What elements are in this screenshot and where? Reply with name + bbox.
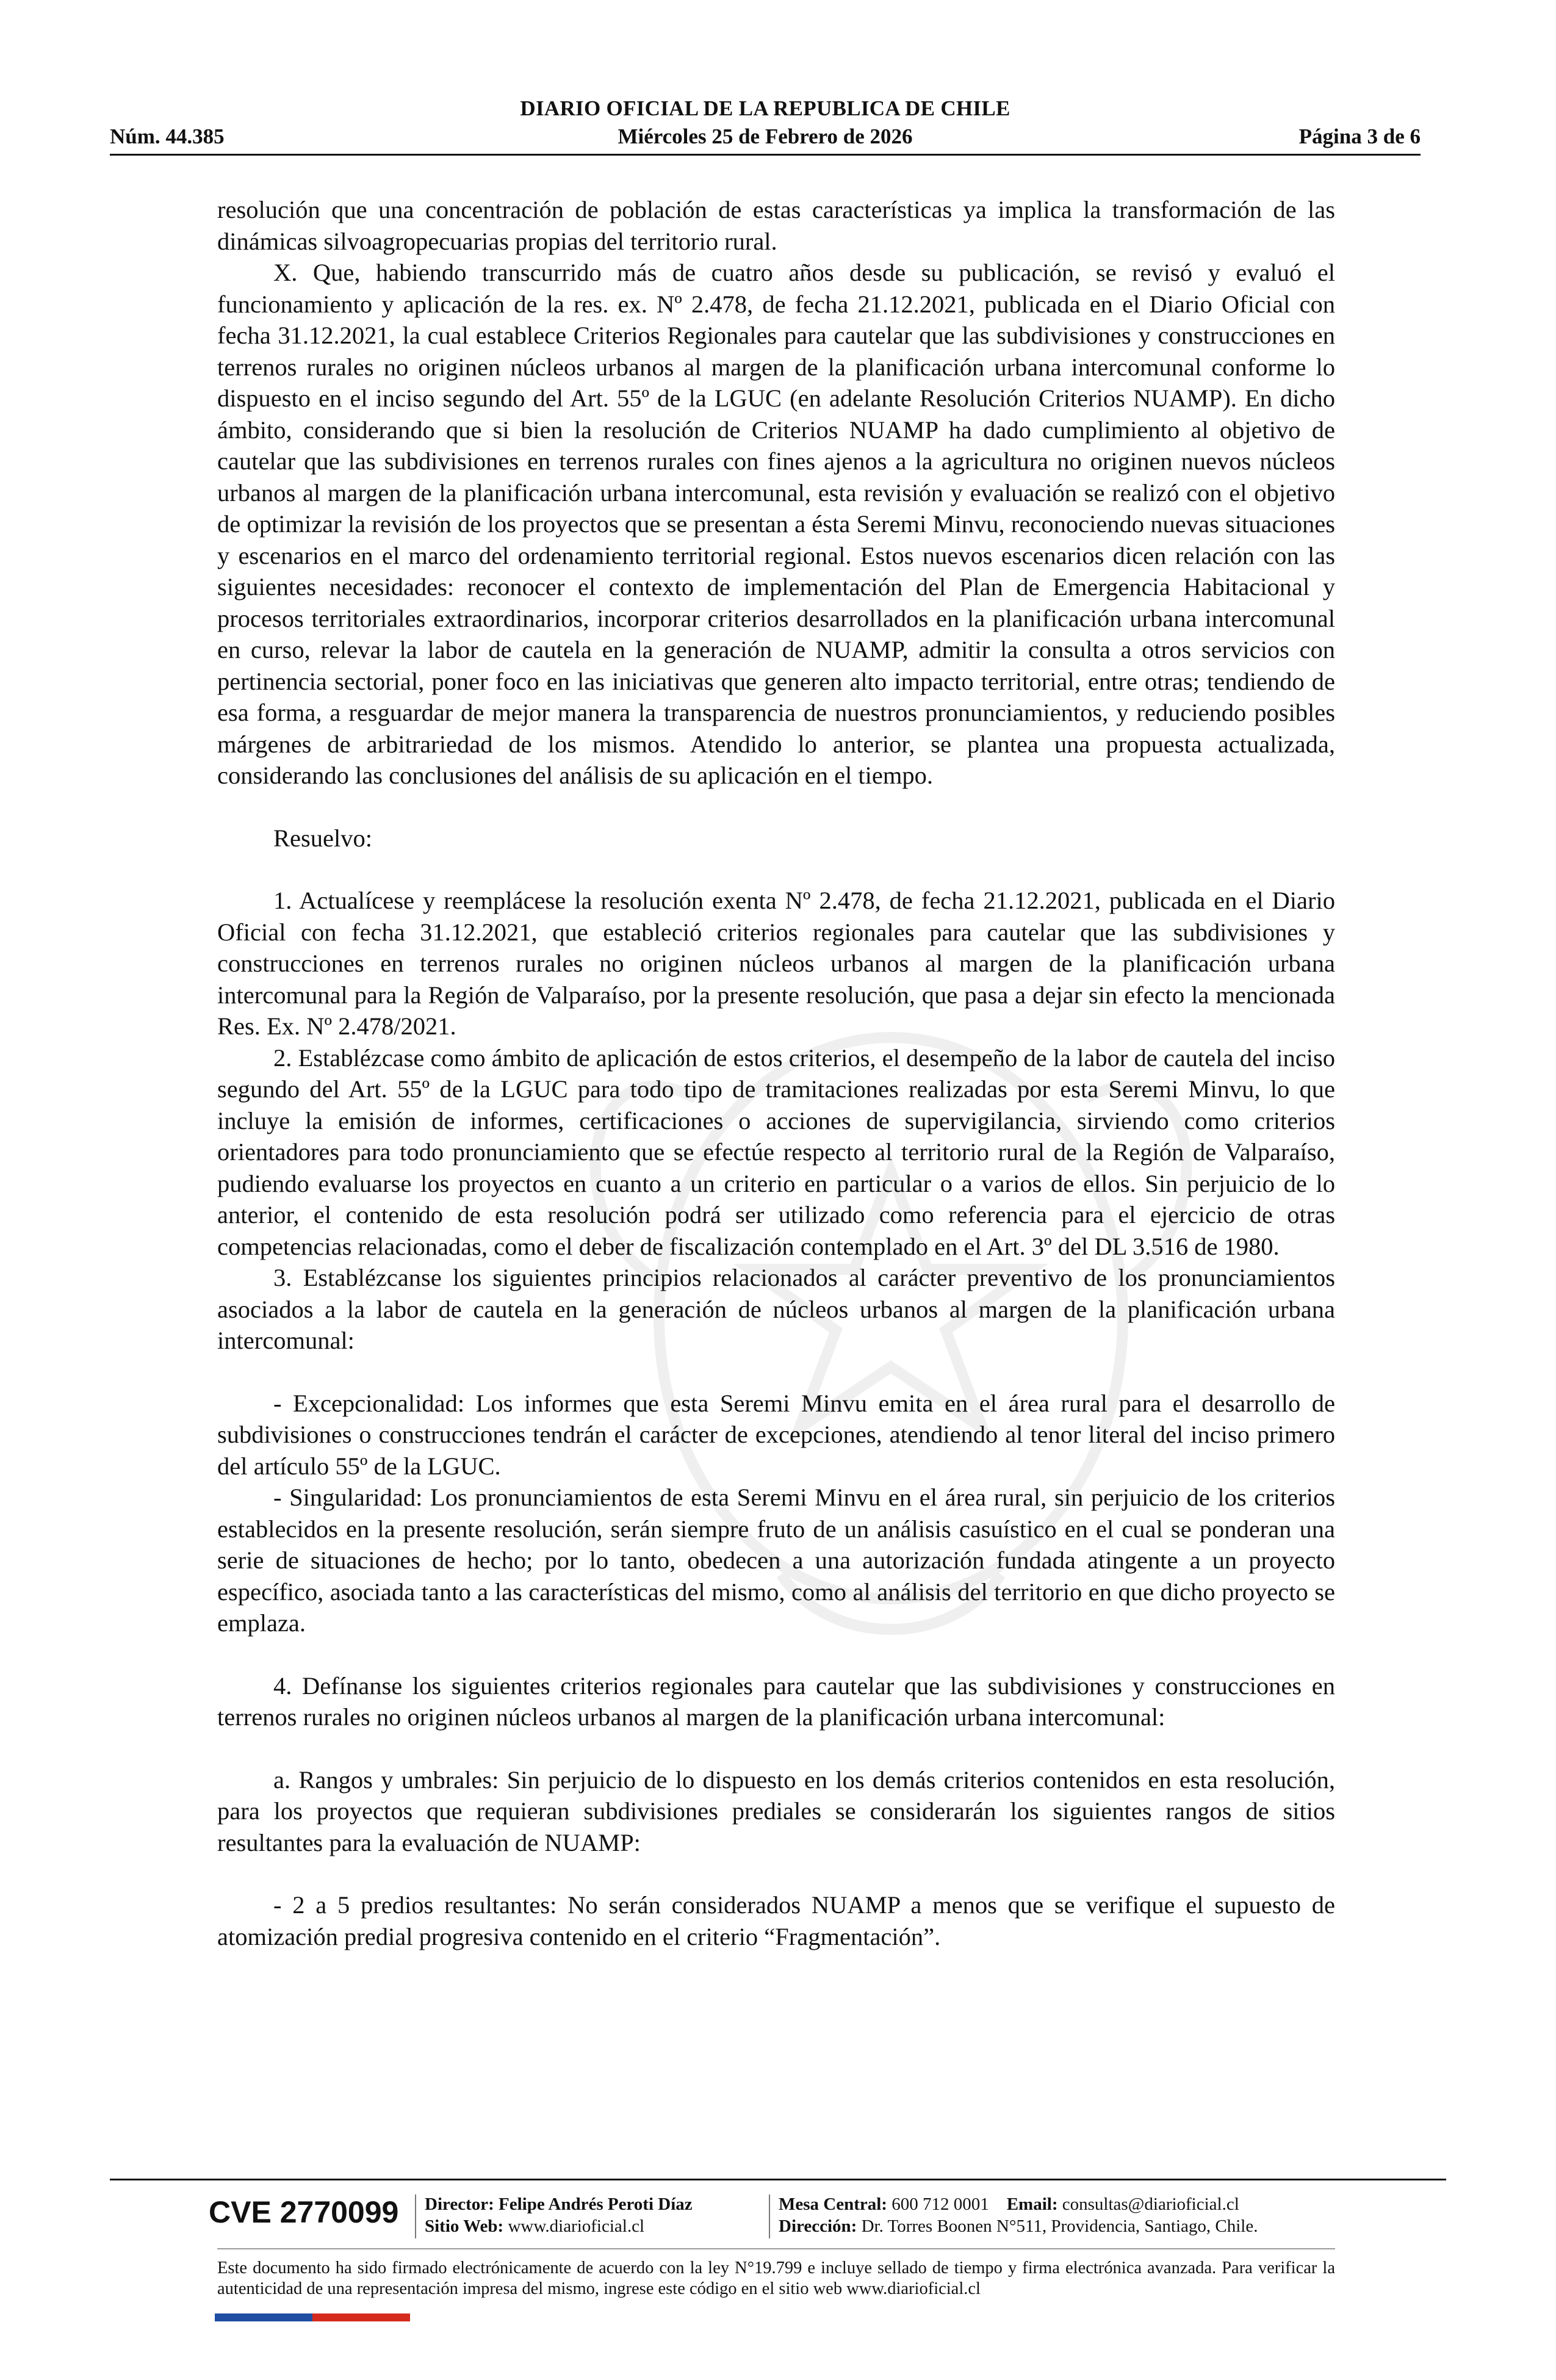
flag-red-segment	[312, 2313, 410, 2321]
issue-number: Núm. 44.385	[110, 124, 225, 148]
flag-blue-segment	[215, 2313, 312, 2321]
address-value: Dr. Torres Boonen N°511, Providencia, Santiago, Chile.	[861, 2216, 1258, 2236]
resolution-item-3: 3. Establézcanse los siguientes principios relacionados al carácter preventivo de los pronunciamientos asociados a la labor de cautela en la generación de núcleos urbanos al margen de la planificación urbana intercomunal:	[217, 1264, 1335, 1354]
paragraph: resolución que una concentración de población de estas características ya implica la transformación de las dinámicas silvoagropecuarias propias del territorio rural.	[217, 196, 1335, 255]
issue-date: Miércoles 25 de Febrero de 2026	[618, 124, 913, 148]
footer-director-block	[425, 2193, 693, 2237]
address-label: Dirección:	[779, 2216, 857, 2236]
mesa-value: 600 712 0001	[891, 2194, 989, 2214]
director-name: Felipe Andrés Peroti Díaz	[499, 2194, 693, 2214]
document-body	[217, 194, 1335, 1952]
criterion-a: a. Rangos y umbrales: Sin perjuicio de lo dispuesto en los demás criterios contenidos en esta resolución, para los proyectos que requieran subdivisiones prediales se considerarán los siguientes rangos de sitios resultantes para la evaluación de NUAMP:	[217, 1765, 1335, 1856]
footer-contact-block	[779, 2193, 1258, 2237]
paragraph-considerando-x: X. Que, habiendo transcurrido más de cuatro años desde su publicación, se revisó y evaluó el funcionamiento y aplicación de la res. ex. Nº 2.478, de fecha 21.12.2021, publicada en el Diario Oficial con fecha 31.12.2021, la cual establece Criterios Regionales para cautelar que las subdivisiones y construcciones en terrenos rurales no originen núcleos urbanos al margen de la planificación urbana intercomunal conforme lo dispuesto en el inciso segundo del Art. 55º de la LGUC (en adelante Resolución Criterios NUAMP). En dicho ámbito, considerando que si bien la resolución de Criterios NUAMP ha dado cumplimiento al objetivo de cautelar que las subdivisiones en terrenos rurales con fines ajenos a la agricultura no originen nuevos núcleos urbanos al margen de la planificación urbana intercomunal, esta revisión y evaluación se realizó con el objetivo de optimizar la revisión de los proyectos que se presentan a ésta Seremi Minvu, reconociendo nuevas situaciones y escenarios en el marco del ordenamiento territorial regional. Estos nuevos escenarios dicen relación con las siguientes necesidades: reconocer el contexto de implementación del Plan de Emergencia Habitacional y procesos territoriales extraordinarios, incorporar criterios desarrollados en la planificación urbana intercomunal en curso, relevar la labor de cautela en la generación de NUAMP, admitir la consulta a otros servicios con pertinencia sectorial, poner foco en las iniciativas que generen alto impacto territorial, entre otras; tendiendo de esa forma, a resguardar de mejor manera la transparencia de nuestros pronunciamientos, y reduciendo posibles márgenes de arbitrariedad de los mismos. Atendido lo anterior, se plantea una propuesta actualizada, considerando las conclusiones del análisis de su aplicación en el tiempo.	[217, 259, 1335, 789]
flag-stripe	[215, 2313, 410, 2321]
resolution-item-2: 2. Establézcase como ámbito de aplicación de estos criterios, el desempeño de la labor de cautela del inciso segundo del Art. 55º de la LGUC para todo tipo de tramitaciones realizadas por esta Seremi Minvu, lo que incluye la emisión de informes, certificaciones o acciones de supervigilancia, sirviendo como criterios orientadores para todo pronunciamiento que se efectúe respecto al territorio rural de la Región de Valparaíso, pudiendo evaluarse los proyectos en cuanto a un criterio en particular o a varios de ellos. Sin perjuicio de lo anterior, el contenido de esta resolución podrá ser utilizado como referencia para el ejercicio de otras competencias relacionadas, como el deber de fiscalización contemplado en el Art. 3º del DL 3.516 de 1980.	[217, 1044, 1335, 1260]
header-divider	[110, 154, 1421, 156]
principle-excepcionalidad: - Excepcionalidad: Los informes que esta Seremi Minvu emita en el área rural para el desarrollo de subdivisiones o construcciones tendrán el carácter de excepciones, atendiendo al tenor literal del inciso primero del artículo 55º de la LGUC.	[217, 1389, 1335, 1480]
principle-singularidad: - Singularidad: Los pronunciamientos de esta Seremi Minvu en el área rural, sin perjuicio de los criterios establecidos en la presente resolución, serán siempre fruto de un análisis casuístico en el cual se ponderan una serie de situaciones de hecho; por lo tanto, obedecen a una autorización fundada atingente a un proyecto específico, asociada tanto a las características del mismo, como al análisis del territorio en que dicho proyecto se emplaza.	[217, 1484, 1335, 1637]
range-2-to-5: - 2 a 5 predios resultantes: No serán considerados NUAMP a menos que se verifique el supuesto de atomización predial progresiva contenido en el criterio “Fragmentación”.	[217, 1891, 1335, 1950]
director-label: Director:	[425, 2194, 494, 2214]
footer-divider-2	[217, 2248, 1335, 2249]
page-header	[110, 93, 1421, 154]
footer-divider	[110, 2179, 1446, 2180]
signature-disclaimer: Este documento ha sido firmado electrónicamente de acuerdo con la ley N°19.799 e incluye sellado de tiempo y firma electrónica avanzada. Para verificar la autenticidad de una representación impresa del mismo, ingrese este código en el sitio web www.diarioficial.cl	[217, 2259, 1335, 2298]
publication-title: DIARIO OFICIAL DE LA REPUBLICA DE CHILE	[520, 96, 1010, 120]
page-number: Página 3 de 6	[1298, 124, 1421, 148]
resolution-item-1: 1. Actualícese y reemplácese la resolución exenta Nº 2.478, de fecha 21.12.2021, publicada en el Diario Oficial con fecha 31.12.2021, que estableció criterios regionales para cautelar que las subdivisiones y construcciones en terrenos rurales no originen núcleos urbanos al margen de la planificación urbana intercomunal para la Región de Valparaíso, por la presente resolución, que pasa a dejar sin efecto la mencionada Res. Ex. Nº 2.478/2021.	[217, 887, 1335, 1040]
resuelvo-heading: Resuelvo:	[273, 824, 372, 852]
email-link[interactable]: consultas@diarioficial.cl	[1062, 2194, 1239, 2214]
footer-separator	[415, 2194, 416, 2238]
email-label: Email:	[1006, 2194, 1058, 2214]
website-label: Sitio Web:	[425, 2216, 504, 2236]
website-link[interactable]: www.diarioficial.cl	[508, 2216, 645, 2236]
cve-code: CVE 2770099	[209, 2195, 399, 2229]
footer-separator	[769, 2194, 770, 2238]
resolution-item-4: 4. Defínanse los siguientes criterios regionales para cautelar que las subdivisiones y construcciones en terrenos rurales no originen núcleos urbanos al margen de la planificación urbana intercomunal:	[217, 1671, 1335, 1731]
mesa-label: Mesa Central:	[779, 2194, 887, 2214]
